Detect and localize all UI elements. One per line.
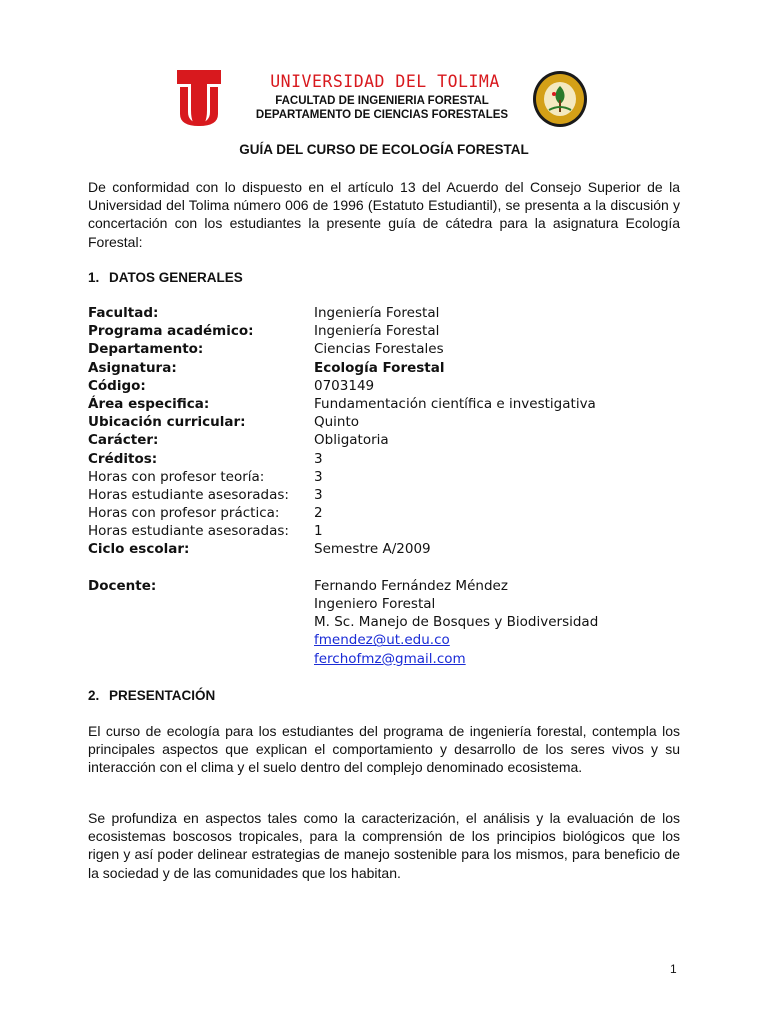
field-value: Ciencias Forestales: [314, 341, 444, 358]
field-row-departamento: [88, 340, 688, 358]
university-logo-icon: [177, 70, 221, 126]
empty-label: [88, 631, 314, 649]
section-number: 2.: [88, 688, 100, 703]
spacer: [88, 559, 688, 577]
field-label: Horas con profesor teoría:: [88, 468, 265, 485]
empty-label: [88, 650, 314, 668]
department-name: DEPARTAMENTO DE CIENCIAS FORESTALES: [255, 109, 509, 121]
field-label: Horas con profesor práctica:: [88, 505, 280, 522]
field-label: Créditos:: [88, 450, 158, 467]
section-heading-datos-generales: [88, 270, 243, 285]
field-label: Departamento:: [88, 341, 204, 358]
section-title: PRESENTACIÓN: [109, 688, 216, 703]
field-label: Programa académico:: [88, 323, 254, 340]
field-row-horas-asesoradas-1: [88, 486, 688, 504]
docente-email-row-1: [88, 631, 688, 649]
field-label: Horas estudiante asesoradas:: [88, 486, 289, 503]
empty-label: [88, 595, 314, 613]
field-label: Facultad:: [88, 305, 159, 321]
general-data-list: [88, 304, 688, 668]
field-label: Asignatura:: [88, 359, 177, 376]
field-value: 3: [314, 468, 323, 485]
faculty-name: FACULTAD DE INGENIERIA FORESTAL: [275, 95, 489, 107]
intro-paragraph: De conformidad con lo dispuesto en el artículo 13 del Acuerdo del Consejo Superior de la Universidad del Tolima número 006 de 1996 (Estatuto Estudiantil), se presenta a la discusión y concertación con los estudiantes la presente guía de cátedra para la asignatura Ecología Forestal:: [88, 179, 680, 250]
field-label: Código:: [88, 377, 146, 394]
field-label: Ciclo escolar:: [88, 541, 190, 558]
section-heading-presentacion: [88, 688, 215, 703]
field-value: Semestre A/2009: [314, 541, 431, 558]
section-number: 1.: [88, 270, 100, 285]
field-row-docente: [88, 577, 688, 595]
field-row-horas-teoria: [88, 468, 688, 486]
field-value: Obligatoria: [314, 432, 389, 449]
faculty-seal-icon: [532, 70, 588, 128]
university-name: UNIVERSIDAD DEL TOLIMA: [270, 72, 500, 91]
presentation-paragraph-1: El curso de ecología para los estudiantes del programa de ingeniería forestal, contempla los principales aspectos que explican el comportamiento y desarrollo de los seres vivos y su interacción con el clima y el suelo dentro del complejo denominado ecosistema.: [88, 723, 680, 776]
field-label: Área especifica:: [88, 395, 210, 412]
page-number: 1: [670, 962, 677, 976]
field-row-ciclo: [88, 540, 688, 558]
empty-label: [88, 613, 314, 631]
field-value: 1: [314, 523, 323, 540]
field-value: Quinto: [314, 414, 360, 431]
field-row-facultad: [88, 304, 688, 322]
presentation-paragraph-2: Se profundiza en aspectos tales como la caracterización, el análisis y la evaluación de los ecosistemas boscosos tropicales, para la comprensión de los principios biológicos que los rigen y así poder delinear estrategias de manejo sostenible para los mismos, para beneficio de la sociedad y de las comunidades que los habitan.: [88, 810, 680, 881]
field-row-asignatura: [88, 359, 688, 377]
email-link-1[interactable]: fmendez@ut.edu.co: [314, 632, 450, 649]
docente-title-1: Ingeniero Forestal: [314, 596, 436, 612]
field-label: Horas estudiante asesoradas:: [88, 523, 289, 540]
field-label: Carácter:: [88, 432, 159, 449]
field-value: 3: [314, 450, 323, 467]
docente-degree-row: [88, 613, 688, 631]
docente-title-row: [88, 595, 688, 613]
field-value: 3: [314, 486, 323, 503]
docente-name: Fernando Fernández Méndez: [314, 577, 508, 594]
section-title: DATOS GENERALES: [109, 270, 243, 285]
email-link-2[interactable]: ferchofmz@gmail.com: [314, 650, 466, 667]
field-label: Docente:: [88, 577, 157, 594]
field-row-programa: [88, 322, 688, 340]
field-row-codigo: [88, 377, 688, 395]
field-row-caracter: [88, 431, 688, 449]
field-value: 0703149: [314, 377, 375, 394]
field-row-horas-practica: [88, 504, 688, 522]
field-value: Ecología Forestal: [314, 359, 445, 376]
field-row-creditos: [88, 450, 688, 468]
field-value: Ingeniería Forestal: [314, 323, 440, 340]
field-row-ubicacion: [88, 413, 688, 431]
document-title: GUÍA DEL CURSO DE ECOLOGÍA FORESTAL: [239, 142, 529, 157]
field-value: Fundamentación científica e investigativa: [314, 395, 596, 412]
docente-email-row-2: [88, 650, 688, 668]
field-value: 2: [314, 505, 323, 522]
field-label: Ubicación curricular:: [88, 414, 246, 431]
field-row-area: [88, 395, 688, 413]
field-value: Ingeniería Forestal: [314, 305, 440, 321]
docente-title-2: M. Sc. Manejo de Bosques y Biodiversidad: [314, 614, 599, 631]
field-row-horas-asesoradas-2: [88, 522, 688, 540]
